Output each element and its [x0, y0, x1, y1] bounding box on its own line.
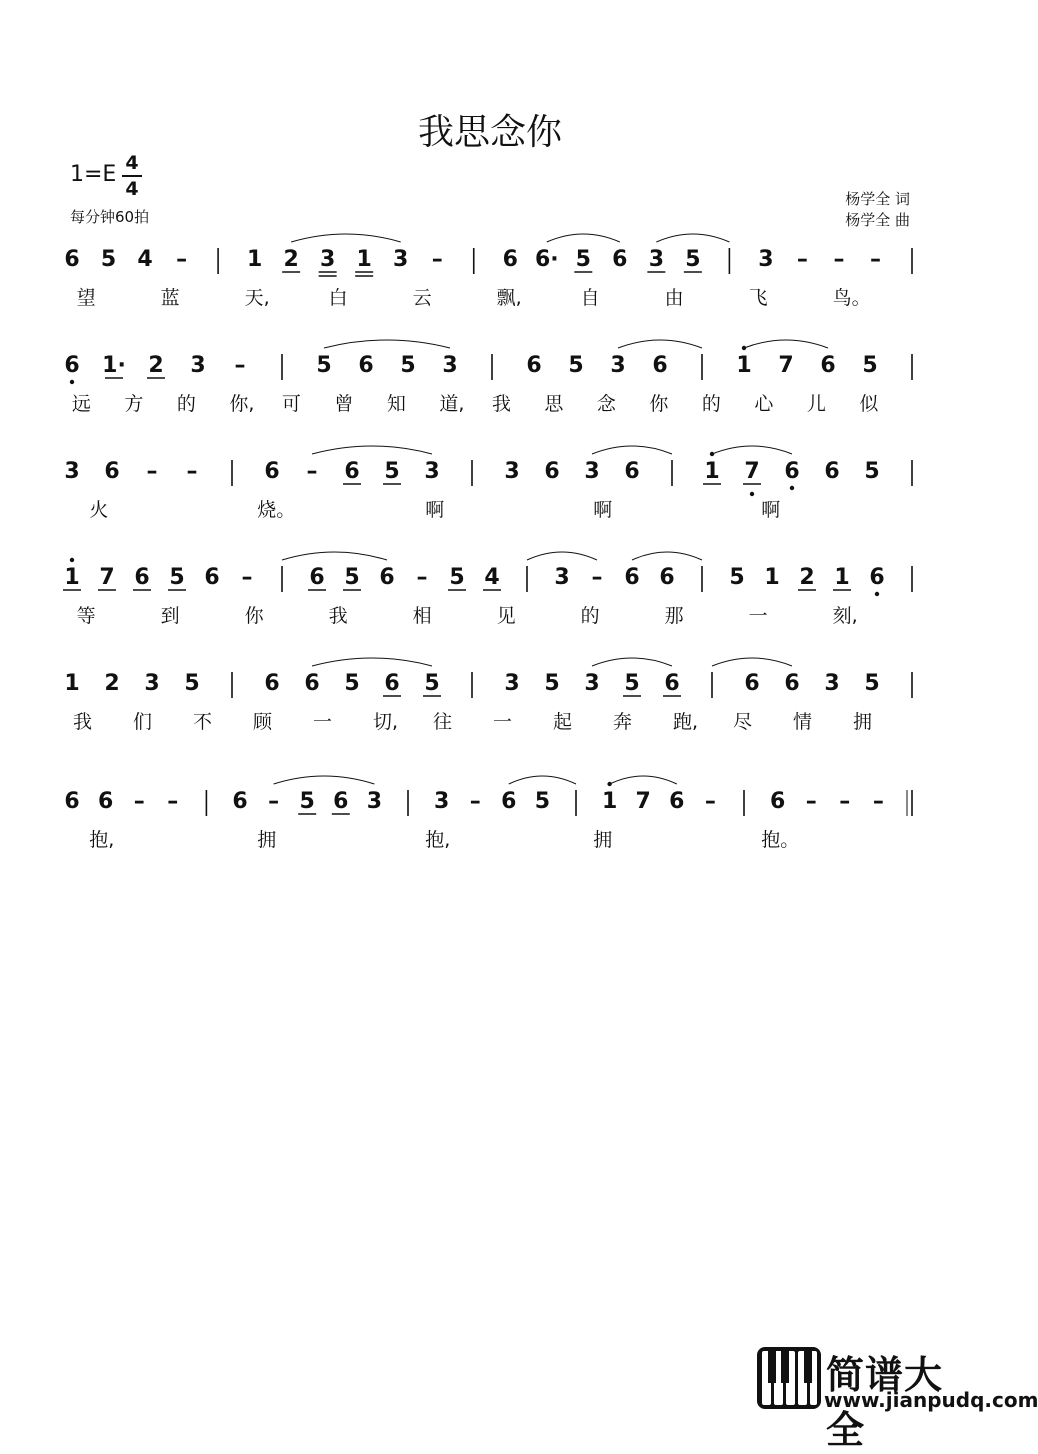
note: 3: [393, 247, 409, 272]
lyric-syllable: 的: [701, 393, 721, 415]
note: 5: [316, 353, 332, 378]
slur: [712, 446, 792, 454]
note: 1: [601, 789, 618, 814]
note: –: [591, 565, 603, 590]
slur: [312, 446, 432, 454]
note: 3: [610, 353, 626, 378]
note: 4: [484, 565, 500, 590]
note: 2: [799, 565, 815, 590]
slur: [291, 234, 401, 242]
note: 6: [784, 459, 800, 484]
note: 3: [64, 459, 80, 484]
lyric-syllable: 云: [412, 287, 432, 309]
lyric-syllable: 蓝: [160, 287, 180, 309]
lyric-syllable: 飞: [748, 287, 768, 309]
note: 5: [862, 353, 878, 378]
note: 3: [442, 353, 458, 378]
note: –: [176, 247, 188, 272]
note: 7: [635, 789, 651, 814]
lyric-syllable: 抱,: [425, 829, 451, 851]
note: 6: [624, 565, 640, 590]
note: 6: [820, 353, 836, 378]
note: 6·: [534, 247, 559, 272]
octave-dot-low: [790, 486, 794, 490]
composer-credit: 杨学全 曲: [845, 211, 910, 229]
note: –: [241, 565, 253, 590]
note: 5: [299, 789, 315, 814]
lyric-syllable: 方: [124, 393, 144, 415]
lyric-syllable: 烧。: [257, 499, 296, 521]
slur: [324, 340, 450, 348]
octave-dot-low: [750, 492, 754, 496]
logo-url: www.jianpudq.com: [824, 1388, 1038, 1412]
note: –: [833, 247, 845, 272]
note: 5: [344, 671, 360, 696]
lyric-syllable: 我: [73, 711, 93, 733]
lyric-syllable: 鸟。: [832, 287, 871, 309]
lyric-syllable: 知: [386, 393, 406, 415]
note: 3: [190, 353, 206, 378]
note: 6: [652, 353, 668, 378]
note: 6: [384, 671, 400, 696]
note: 6: [344, 459, 360, 484]
note: 6: [664, 671, 680, 696]
note: 6: [869, 565, 885, 590]
lyric-syllable: 不: [193, 711, 213, 733]
note: 5: [344, 565, 360, 590]
note: 5: [685, 247, 701, 272]
note: 3: [504, 459, 520, 484]
note: 5: [729, 565, 745, 590]
slur: [712, 658, 792, 666]
note: 3: [758, 247, 774, 272]
lyricist-credit: 杨学全 词: [845, 190, 910, 208]
slur: [592, 658, 672, 666]
lyric-syllable: 的: [580, 605, 600, 627]
lyric-syllable: 啊: [593, 499, 613, 521]
lyric-syllable: 尽: [733, 711, 753, 733]
lyric-syllable: 起: [553, 711, 573, 733]
lyric-syllable: 那: [664, 605, 684, 627]
note: 6: [824, 459, 840, 484]
slur: [547, 234, 620, 242]
note: 6: [502, 247, 518, 272]
lyric-syllable: 心: [754, 393, 774, 415]
lyric-syllable: 我: [491, 393, 511, 415]
note: 6: [232, 789, 248, 814]
note: 6: [64, 789, 80, 814]
note: 6: [264, 671, 280, 696]
lyric-syllable: 见: [496, 605, 516, 627]
note: 1: [64, 671, 80, 696]
note: –: [234, 353, 246, 378]
lyric-syllable: 一: [493, 711, 513, 733]
lyric-syllable: 到: [160, 605, 180, 627]
slur: [509, 776, 576, 784]
note: 5: [575, 247, 591, 272]
note: 1: [246, 247, 263, 272]
lyric-syllable: 道,: [439, 393, 465, 415]
lyric-syllable: 的: [176, 393, 196, 415]
note: 3: [824, 671, 840, 696]
lyric-syllable: 拥: [853, 711, 873, 733]
octave-dot-low: [875, 592, 879, 596]
note: 3: [144, 671, 160, 696]
note: 6: [104, 459, 120, 484]
note: 3: [319, 247, 336, 272]
note: 3: [433, 789, 450, 814]
lyric-syllable: 拥: [593, 829, 613, 851]
lyric-syllable: 跑,: [673, 711, 699, 733]
lyric-syllable: 火: [89, 499, 109, 521]
note: 5: [624, 671, 640, 696]
slur: [656, 234, 729, 242]
lyric-syllable: 刻,: [832, 605, 858, 627]
slur: [312, 658, 432, 666]
note: 5: [568, 353, 584, 378]
note: –: [469, 789, 481, 814]
note: 6: [358, 353, 374, 378]
slur: [527, 552, 597, 560]
note: 2: [148, 353, 164, 378]
note: 3: [648, 247, 665, 272]
lyric-syllable: 念: [596, 393, 616, 415]
octave-dot-high: [70, 558, 74, 562]
note: 6: [204, 565, 220, 590]
note: –: [186, 459, 198, 484]
lyric-syllable: 儿: [806, 393, 826, 415]
note: 5: [400, 353, 416, 378]
slur: [744, 340, 828, 348]
lyric-syllable: 啊: [761, 499, 781, 521]
lyric-syllable: 你,: [229, 393, 255, 415]
lyric-syllable: 相: [412, 605, 432, 627]
note: –: [133, 789, 145, 814]
note: –: [869, 247, 881, 272]
lyric-syllable: 自: [580, 287, 600, 309]
note: 6: [134, 565, 150, 590]
note: 6: [264, 459, 280, 484]
note: 5: [100, 247, 117, 272]
note: 6: [612, 247, 628, 272]
lyric-syllable: 一: [748, 605, 768, 627]
tempo-marking: 每分钟60拍: [70, 208, 150, 226]
song-title: 我思念你: [417, 112, 562, 153]
note: 6: [624, 459, 640, 484]
note: 6: [669, 789, 685, 814]
lyric-syllable: 顾: [253, 711, 273, 733]
note: 1: [704, 459, 720, 484]
note: –: [839, 789, 851, 814]
note: 3: [584, 671, 600, 696]
slur: [632, 552, 702, 560]
lyric-syllable: 由: [664, 287, 684, 309]
note: 5: [424, 671, 440, 696]
note: 1: [834, 565, 850, 590]
time-signature-top: 4: [125, 152, 139, 174]
slur: [610, 776, 677, 784]
note: 6: [784, 671, 800, 696]
lyric-syllable: 抱。: [761, 829, 800, 851]
note: 7: [744, 459, 760, 484]
note: 6: [769, 789, 786, 814]
note: –: [704, 789, 716, 814]
note: 1·: [102, 353, 126, 378]
lyric-syllable: 飘,: [496, 287, 522, 309]
time-signature-bottom: 4: [125, 178, 139, 200]
note: 2: [104, 671, 120, 696]
lyric-syllable: 思: [544, 393, 564, 415]
note: –: [805, 789, 817, 814]
logo-name: 简谱大全: [826, 1353, 944, 1452]
lyric-syllable: 啊: [425, 499, 445, 521]
lyric-syllable: 可: [281, 393, 301, 415]
note: 3: [424, 459, 440, 484]
note: 6: [544, 459, 560, 484]
note: 5: [864, 459, 880, 484]
slur: [592, 446, 672, 454]
note: –: [306, 459, 318, 484]
note: –: [146, 459, 158, 484]
note: 3: [504, 671, 520, 696]
lyric-syllable: 们: [133, 711, 153, 733]
note: 6: [526, 353, 542, 378]
note: 6: [501, 789, 517, 814]
note: 6: [379, 565, 395, 590]
key-signature: 1=E: [70, 162, 117, 187]
lyric-syllable: 等: [76, 605, 96, 627]
note: 5: [384, 459, 400, 484]
lyric-syllable: 切,: [373, 711, 399, 733]
note: 5: [169, 565, 185, 590]
note: 5: [184, 671, 200, 696]
note: 5: [864, 671, 880, 696]
note: –: [796, 247, 808, 272]
note: –: [431, 247, 443, 272]
slur: [618, 340, 702, 348]
slur: [282, 552, 387, 560]
note: 5: [534, 789, 551, 814]
lyric-syllable: 白: [328, 287, 348, 309]
lyric-syllable: 抱,: [89, 829, 115, 851]
note: –: [167, 789, 179, 814]
note: 6: [97, 789, 114, 814]
note: 6: [64, 353, 80, 378]
lyric-syllable: 我: [328, 605, 348, 627]
note: 6: [304, 671, 320, 696]
lyric-syllable: 你: [244, 605, 264, 627]
lyric-syllable: 情: [793, 711, 813, 733]
note: 6: [309, 565, 325, 590]
lyric-syllable: 远: [71, 393, 91, 415]
note: 1: [64, 565, 80, 590]
note: 6: [333, 789, 349, 814]
note: 6: [64, 247, 80, 272]
note: 2: [283, 247, 299, 272]
note: 1: [764, 565, 780, 590]
lyric-syllable: 奔: [613, 711, 633, 733]
note: 3: [366, 789, 383, 814]
lyric-syllable: 望: [76, 287, 96, 309]
lyric-syllable: 一: [313, 711, 333, 733]
lyric-syllable: 天,: [244, 287, 270, 309]
note: 3: [554, 565, 570, 590]
lyric-syllable: 往: [433, 711, 453, 733]
lyric-syllable: 似: [859, 393, 879, 415]
note: 1: [356, 247, 372, 272]
note: 6: [659, 565, 675, 590]
note: 5: [544, 671, 560, 696]
note: –: [872, 789, 884, 814]
slur: [274, 776, 375, 784]
lyric-syllable: 你: [649, 393, 669, 415]
note: 3: [584, 459, 600, 484]
lyric-syllable: 曾: [334, 393, 354, 415]
note: 5: [449, 565, 465, 590]
note: 7: [99, 565, 115, 590]
note: 4: [137, 247, 153, 272]
note: –: [268, 789, 280, 814]
octave-dot-low: [70, 380, 74, 384]
lyric-syllable: 拥: [257, 829, 277, 851]
note: 7: [778, 353, 794, 378]
note: 6: [744, 671, 760, 696]
note: –: [416, 565, 428, 590]
note: 1: [736, 353, 752, 378]
